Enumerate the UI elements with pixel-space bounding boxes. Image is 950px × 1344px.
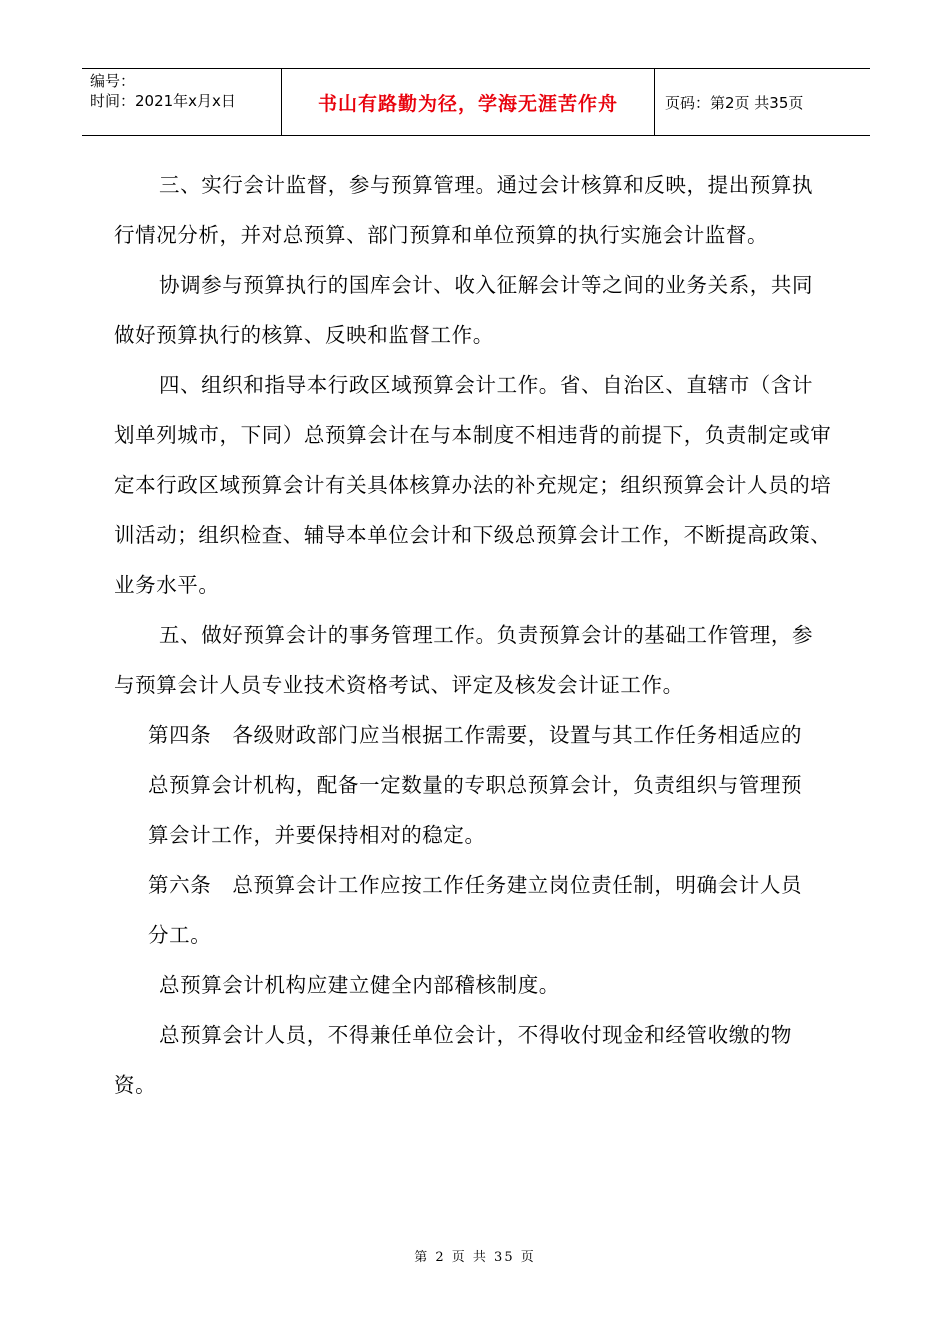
page-footer: 第 2 页 共 35 页 — [414, 1250, 536, 1265]
paragraph: 总预算会计机构应建立健全内部稽核制度。 — [159, 973, 560, 997]
paragraph: 总预算会计人员，不得兼任单位会计，不得收付现金和经管收缴的物资。 — [114, 1023, 792, 1097]
date-label: 时间：2021年x月x日 — [90, 92, 236, 110]
page-code: 页码：第2页 共35页 — [665, 93, 804, 112]
header-motto-cell — [282, 69, 655, 135]
paragraph: 协调参与预算执行的国库会计、收入征解会计等之间的业务关系，共同做好预算执行的核算、反映和监督工作。 — [114, 273, 814, 347]
header-page-cell — [655, 69, 870, 135]
document-header — [82, 68, 870, 136]
document-body — [114, 160, 834, 1110]
paragraph: 三、实行会计监督，参与预算管理。通过会计核算和反映，提出预算执行情况分析，并对总预算、部门预算和单位预算的执行实施会计监督。 — [114, 173, 814, 247]
number-label: 编号： — [90, 72, 136, 90]
article-paragraph: 第四条 各级财政部门应当根据工作需要，设置与其工作任务相适应的总预算会计机构，配备一定数量的专职总预算会计，负责组织与管理预算会计工作，并要保持相对的稳定。 — [148, 723, 803, 847]
paragraph: 四、组织和指导本行政区域预算会计工作。省、自治区、直辖市（含计划单列城市，下同）总预算会计在与本制度不相违背的前提下，负责制定或审定本行政区域预算会计有关具体核算办法的补充规定；组织预算会计人员的培训活动；组织检查、辅导本单位会计和下级总预算会计工作，不断提高政策、业务水平。 — [114, 373, 832, 597]
article-paragraph: 第六条 总预算会计工作应按工作任务建立岗位责任制，明确会计人员分工。 — [148, 873, 803, 947]
header-meta-cell — [82, 69, 282, 135]
motto-text: 书山有路勤为径，学海无涯苦作舟 — [317, 92, 618, 115]
paragraph: 五、做好预算会计的事务管理工作。负责预算会计的基础工作管理，参与预算会计人员专业技术资格考试、评定及核发会计证工作。 — [114, 623, 814, 697]
